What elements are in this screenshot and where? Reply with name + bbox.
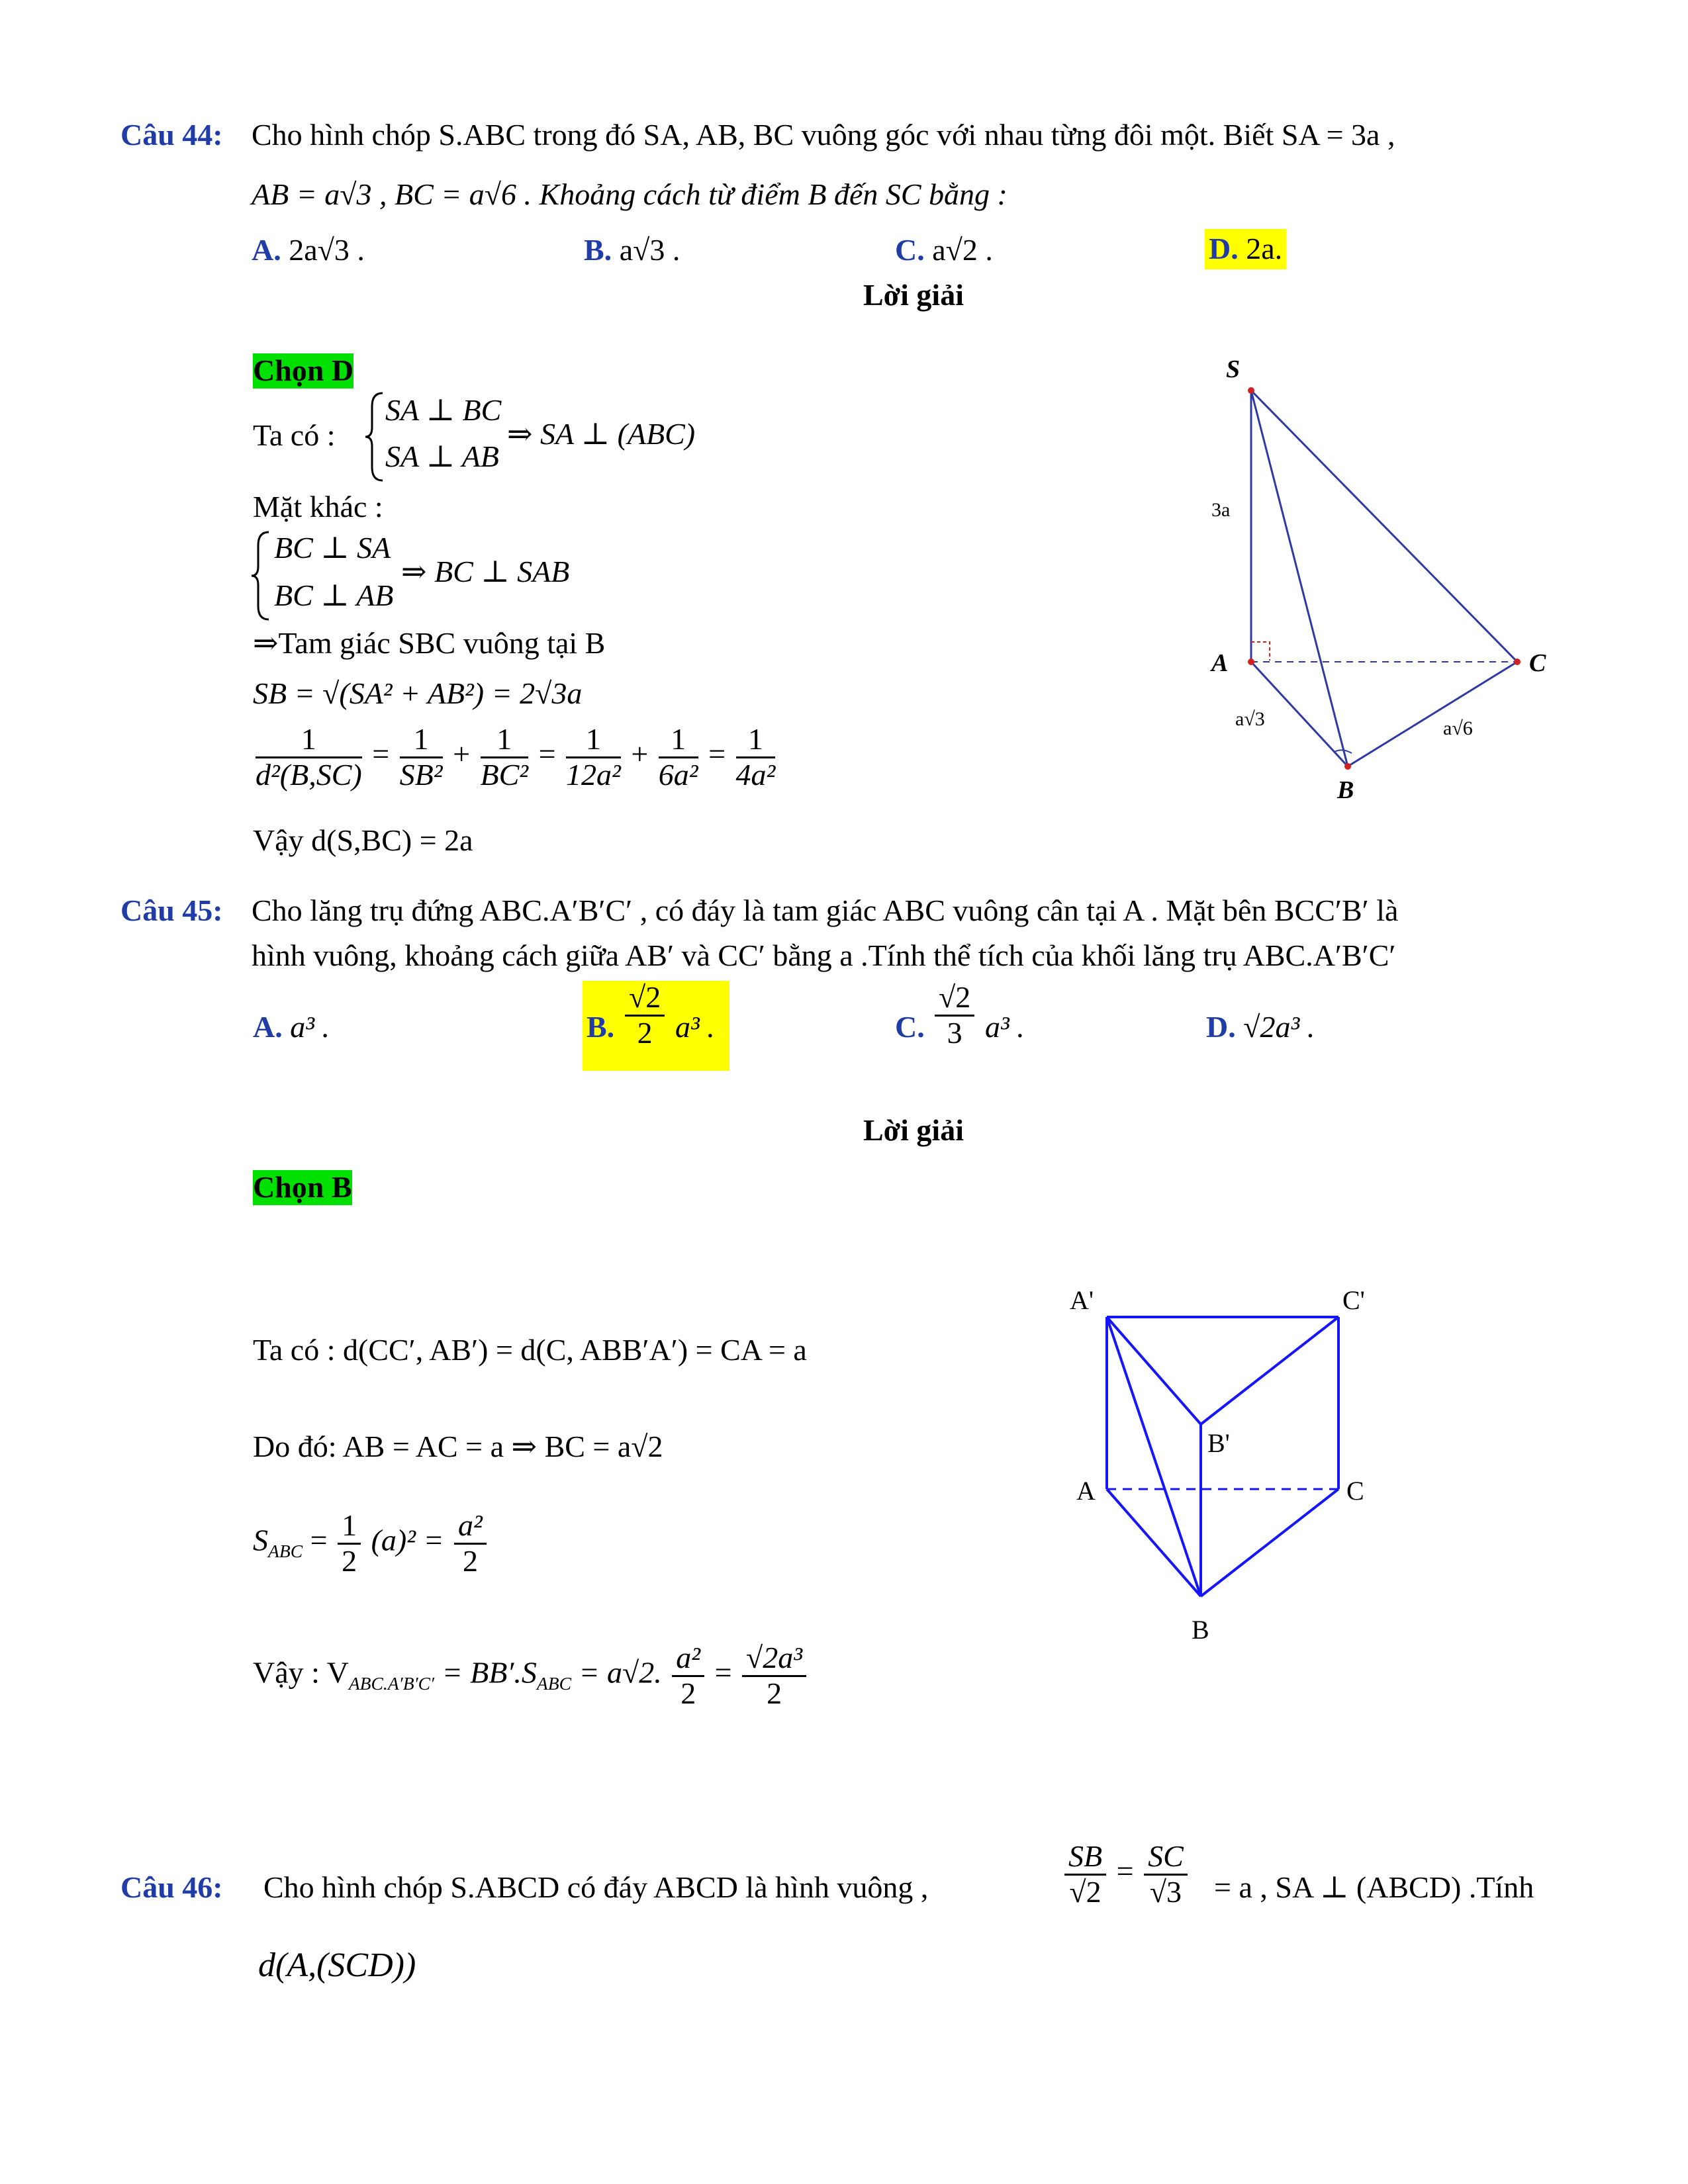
edge-bc: [1348, 662, 1517, 766]
q45-option-b-den: 2: [637, 1015, 653, 1050]
q45-option-c-num: √2: [935, 981, 974, 1017]
q44-t5-den: 4a²: [735, 757, 776, 792]
edge-sc: [1251, 390, 1517, 662]
q44-option-c: [895, 233, 993, 268]
label-c: C: [1346, 1476, 1364, 1506]
q44-stem-line2: AB = a√3 , BC = a√6 . Khoảng cách từ điểm B đến SC bằng :: [252, 177, 1008, 211]
q45-vay-mid1: = BB′.S: [442, 1655, 537, 1690]
q45-option-d: [1206, 1010, 1315, 1045]
q44-t3-den: 12a²: [566, 757, 621, 792]
q45-s-res-num: a²: [454, 1509, 487, 1545]
q44-option-a-text: 2a√3 .: [289, 233, 365, 267]
right-angle-a: [1251, 642, 1270, 660]
q46-f2-den: √3: [1149, 1874, 1182, 1909]
edge-a1b: [1107, 1317, 1201, 1596]
label-b: B: [1337, 776, 1354, 804]
label-b-prime: B': [1207, 1428, 1230, 1458]
point-c: [1514, 659, 1521, 665]
q44-option-d-label: D.: [1209, 232, 1239, 265]
q45-vay-mid2: = a√2.: [579, 1655, 662, 1690]
label-bc-length: a√6: [1443, 717, 1473, 739]
q44-option-c-label: C.: [895, 233, 925, 267]
q44-label: Câu 44:: [120, 118, 223, 152]
q45-s-sub: ABC: [268, 1540, 303, 1561]
q44-option-d-text: 2a.: [1246, 232, 1283, 265]
label-sa-length: 3a: [1211, 499, 1231, 521]
q45-option-d-label: D.: [1206, 1010, 1236, 1044]
q45-vay-f1-den: 2: [680, 1676, 696, 1710]
edge-sb: [1251, 390, 1348, 766]
q44-sys2-result: ⇒ BC ⊥ SAB: [401, 555, 570, 588]
q44-option-c-text: a√2 .: [932, 233, 993, 267]
q44-sys2-a: BC ⊥ SA: [274, 531, 391, 565]
edge-ab: [1251, 662, 1348, 766]
q44-pyramid-figure: [1185, 351, 1556, 814]
q46-f2-num: SC: [1144, 1840, 1188, 1876]
label-c-prime: C': [1342, 1285, 1365, 1315]
q45-option-c-den: 3: [947, 1015, 962, 1050]
q44-conclusion: Vậy d(S,BC) = 2a: [253, 823, 473, 857]
q45-stem-line2: hình vuông, khoảng cách giữa AB′ và CC′ bằng a .Tính thể tích của khối lăng trụ ABC.A′B′C′: [252, 938, 1396, 972]
q45-option-c: [895, 981, 1067, 1071]
q44-taco: Ta có :: [253, 418, 336, 452]
q44-tamgiac: ⇒Tam giác SBC vuông tại B: [253, 626, 606, 660]
q44-t1-num: 1: [400, 723, 443, 758]
q45-s-mid: (a)² =: [371, 1523, 444, 1557]
q44-distance-formula: $\frac{1}{\text{d²(B,SC)}}$ = $\frac{1}{\text{SB²}}$ + $\frac{1}{\text{BC²}}$ = $\frac{1}{\text{12a²}}$ + $\frac{1}{\text{6a²}}$ = $\frac{1}{\text{4a²}}$: [256, 722, 776, 792]
q45-choice: Chọn B: [253, 1170, 352, 1204]
point-b: [1344, 763, 1351, 770]
q45-option-d-text: √2a³ .: [1243, 1010, 1315, 1044]
label-a: A: [1076, 1476, 1096, 1506]
q45-solution-title: Lời giải: [863, 1113, 964, 1147]
q45-option-b-tail: a³ .: [675, 1010, 715, 1044]
q44-option-b-label: B.: [584, 233, 612, 267]
label-a-prime: A': [1070, 1285, 1094, 1315]
q44-sb: SB = √(SA² + AB²) = 2√3a: [253, 676, 583, 710]
q45-option-a-text: a³ .: [290, 1010, 330, 1044]
q46-label: Câu 46:: [120, 1870, 223, 1904]
q44-d-lhs-num: 1: [256, 723, 362, 758]
label-c: C: [1529, 649, 1546, 677]
q44-t4-num: 1: [659, 723, 698, 758]
q45-s-half-den: 2: [342, 1543, 357, 1578]
q46-stem-b: = a , SA ⊥ (ABCD) .Tính: [1214, 1870, 1534, 1904]
q45-s-res-den: 2: [462, 1543, 478, 1578]
q45-s-lhs: S: [253, 1523, 268, 1557]
label-b: B: [1192, 1615, 1209, 1645]
q45-vay-f2-den: 2: [767, 1676, 782, 1710]
q44-option-b-text: a√3 .: [619, 233, 680, 267]
label-a: A: [1211, 649, 1229, 677]
q44-d-lhs-den: d²(B,SC): [256, 757, 362, 792]
q44-matkhac: Mặt khác :: [253, 490, 383, 523]
edge-a1b1: [1107, 1317, 1201, 1424]
q45-option-a: [253, 1010, 330, 1045]
q44-t4-den: 6a²: [658, 757, 698, 792]
label-ab-length: a√3: [1235, 708, 1265, 730]
q44-option-a: [252, 233, 365, 268]
q45-label: Câu 45:: [120, 893, 223, 927]
q45-option-c-label: C.: [895, 1010, 925, 1044]
q45-option-b-num: √2: [625, 981, 665, 1017]
q45-stem-line1: Cho lăng trụ đứng ABC.A′B′C′ , có đáy là tam giác ABC vuông cân tại A . Mặt bên BCC′B′ là: [252, 893, 1399, 927]
q44-sys1-b: SA ⊥ AB: [385, 439, 499, 473]
q44-option-a-label: A.: [252, 233, 281, 267]
q45-vay-f1-num: a²: [672, 1641, 704, 1677]
q45-vay-f2-num: √2a³: [742, 1641, 806, 1677]
q46-f1-den: √2: [1069, 1874, 1102, 1909]
q44-t2-den: BC²: [480, 757, 529, 792]
q44-stem-line1: Cho hình chóp S.ABC trong đó SA, AB, BC vuông góc với nhau từng đôi một. Biết SA = 3a ,: [252, 118, 1395, 152]
q44-sys2-b: BC ⊥ AB: [274, 578, 394, 612]
q45-prism-figure: [1046, 1271, 1417, 1681]
q45-option-c-tail: a³ .: [985, 1010, 1025, 1044]
q45-vay-sub: ABC.A′B′C′: [348, 1672, 435, 1694]
q44-option-b: [584, 233, 680, 268]
q45-option-b-label: B.: [586, 1010, 615, 1044]
q44-t1-den: SB²: [399, 757, 443, 792]
q44-option-d: [1205, 229, 1286, 269]
q45-vay-sub2: ABC: [536, 1672, 571, 1694]
q44-t2-num: 1: [481, 723, 529, 758]
q46-ratio: $\frac{SB}{√2}$ = $\frac{SC}{√3}$: [1062, 1840, 1190, 1909]
q45-option-a-label: A.: [253, 1010, 283, 1044]
q45-vay-prefix: Vậy : V: [253, 1655, 349, 1690]
edge-cb: [1201, 1489, 1338, 1596]
q44-sys1-result: ⇒ SA ⊥ (ABC): [507, 417, 696, 451]
q45-dodo: Do đó: AB = AC = a ⇒ BC = a√2: [253, 1430, 663, 1463]
edge-c1b1: [1201, 1317, 1338, 1424]
q44-choice: Chọn D: [253, 353, 354, 387]
q45-area-formula: $S_{ABC}$ = $\frac{1}{2}$ (a)² = $\frac{\text{a²}}{2}$: [253, 1509, 489, 1578]
q44-solution-title: Lời giải: [863, 278, 964, 312]
q45-taco: Ta có : d(CC′, AB′) = d(C, ABB′A′) = CA = a: [253, 1333, 807, 1367]
q44-t5-num: 1: [736, 723, 776, 758]
q44-t3-num: 1: [566, 723, 621, 758]
q46-f1-num: SB: [1064, 1840, 1106, 1876]
q45-s-half-num: 1: [338, 1509, 361, 1545]
q44-sys1-a: SA ⊥ BC: [385, 393, 502, 427]
q44-brace-2: [249, 529, 275, 622]
q46-stem-line2: d(A,(SCD)): [258, 1946, 416, 1984]
label-s: S: [1226, 355, 1241, 383]
edge-ab: [1107, 1489, 1201, 1596]
q45-volume-formula: Vậy : $V_{ABC.A'B'C'} = BB'.S_{ABC} = a√2$. $\frac{\text{a²}}{2}$ = $\frac{\text{√2a³}}{2}$: [253, 1641, 809, 1710]
q45-option-b: [583, 981, 729, 1071]
point-s: [1248, 387, 1254, 394]
point-a: [1248, 659, 1254, 665]
q46-stem-a: Cho hình chóp S.ABCD có đáy ABCD là hình vuông ,: [263, 1870, 929, 1904]
